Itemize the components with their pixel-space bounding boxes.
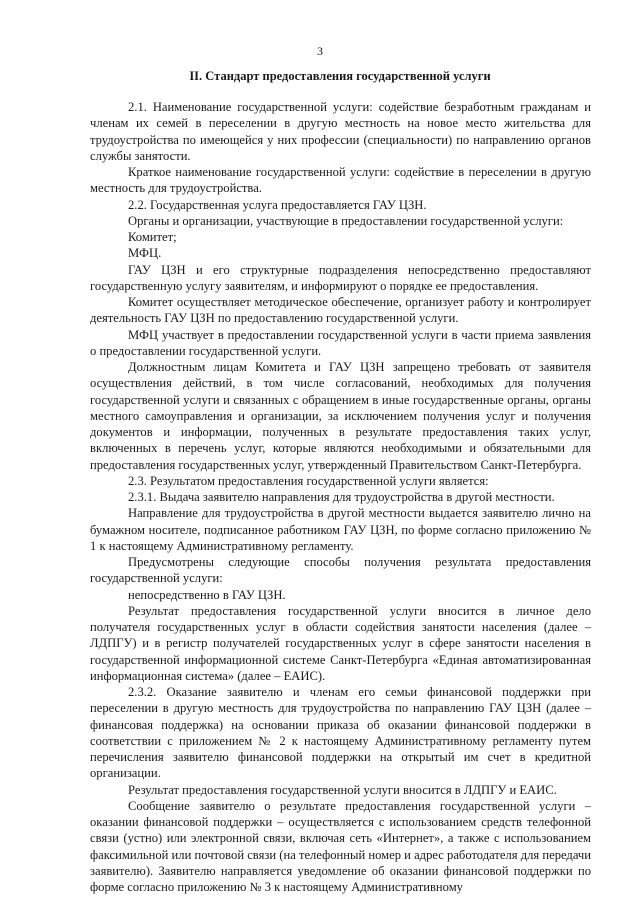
paragraph-direct: непосредственно в ГАУ ЦЗН. bbox=[128, 587, 286, 602]
paragraph-committee: Комитет; bbox=[128, 230, 177, 244]
paragraph-result-ldpgu: Результат предоставления государственной услуги вносится в ЛДПГУ и ЕАИС. bbox=[128, 782, 557, 797]
section-title: II. Стандарт предоставления государственной услуги bbox=[189, 69, 491, 83]
paragraph-mfc-role: МФЦ участвует в предоставлении государственной услуги в части приема заявления о предоставлении государственной услуги. bbox=[90, 327, 591, 358]
paragraph-direction: Направление для трудоустройства в другой местности выдается заявителю лично на бумажном носителе, подписанное работником ГАУ ЦЗН, по форме согласно приложению № 1 к настоящему Административному регламенту. bbox=[90, 506, 591, 553]
paragraph-2-1: 2.1. Наименование государственной услуги: содействие безработным гражданам и членам их семей в переселении в другую местность на новое место жительства для трудоустройства по имеющейся у них профессии (специальности) по направлению органов службы занятости. bbox=[90, 100, 591, 163]
paragraph-mfc: МФЦ. bbox=[128, 246, 162, 261]
paragraph-result-record: Результат предоставления государственной услуги вносится в личное дело получателя государственных услуг в области содействия занятости населения (далее – ЛДПГУ) и в регистр получателей государственных услуг в сфере занятости населения в государственной информационной системе Санкт-Петербурга «Единая автоматизированная информационная система» (далее – ЕАИС). bbox=[90, 603, 591, 683]
paragraph-short-name: Краткое наименование государственной услуги: содействие в переселении в другую местность для трудоустройства. bbox=[90, 165, 591, 196]
page-number: 3 bbox=[317, 44, 323, 58]
document-body bbox=[90, 99, 591, 895]
paragraph-methods: Предусмотрены следующие способы получения результата предоставления государственной услуги: bbox=[90, 555, 591, 586]
paragraph-gau-czn: ГАУ ЦЗН и его структурные подразделения непосредственно предоставляют государственную услугу заявителям, и информируют о порядке ее предоставления. bbox=[90, 262, 591, 293]
paragraph-prohibition: Должностным лицам Комитета и ГАУ ЦЗН запрещено требовать от заявителя осуществления действий, в том числе согласований, необходимых для получения государственной услуги и связанных с обращением в иные государственные органы, органы местного самоуправления и организации, за исключением получения услуг и получения документов и информации, полученных в результате предоставления таких услуг, включенных в перечень услуг, которые являются необходимыми и обязательными для предоставления государственных услуг, утвержденный Правительством Санкт-Петербурга. bbox=[90, 360, 591, 472]
paragraph-2-3-1: 2.3.1. Выдача заявителю направления для трудоустройства в другой местности. bbox=[128, 490, 555, 504]
paragraph-2-2: 2.2. Государственная услуга предоставляется ГАУ ЦЗН. bbox=[128, 197, 427, 212]
paragraph-committee-role: Комитет осуществляет методическое обеспечение, организует работу и контролирует деятельность ГАУ ЦЗН по предоставлению государственной услуги. bbox=[90, 295, 591, 326]
paragraph-2-3-2: 2.3.2. Оказание заявителю и членам его семьи финансовой поддержки при переселении в другую местность для трудоустройства по направлению ГАУ ЦЗН (далее – финансовая поддержка) на основании приказа об оказании финансовой поддержки в соответствии с приложением № 2 к настоящему Административному регламенту путем перечисления заявителю финансовой поддержки на открытый им счет в кредитной организации. bbox=[90, 685, 591, 781]
paragraph-2-3: 2.3. Результатом предоставления государственной услуги является: bbox=[128, 473, 489, 488]
paragraph-notification: Сообщение заявителю о результате предоставления государственной услуги – оказании финансовой поддержки – осуществляется с использованием средств телефонной связи (устно) или электронной связи, включая сеть «Интернет», а также с использованием факсимильной или почтовой связи (на телефонный номер и адрес работодателя для передачи заявителю). Заявителю направляется уведомление об оказании финансовой поддержки по форме согласно приложению № 3 к настоящему Административному bbox=[90, 798, 591, 894]
paragraph-participants: Органы и организации, участвующие в предоставлении государственной услуги: bbox=[128, 213, 564, 228]
